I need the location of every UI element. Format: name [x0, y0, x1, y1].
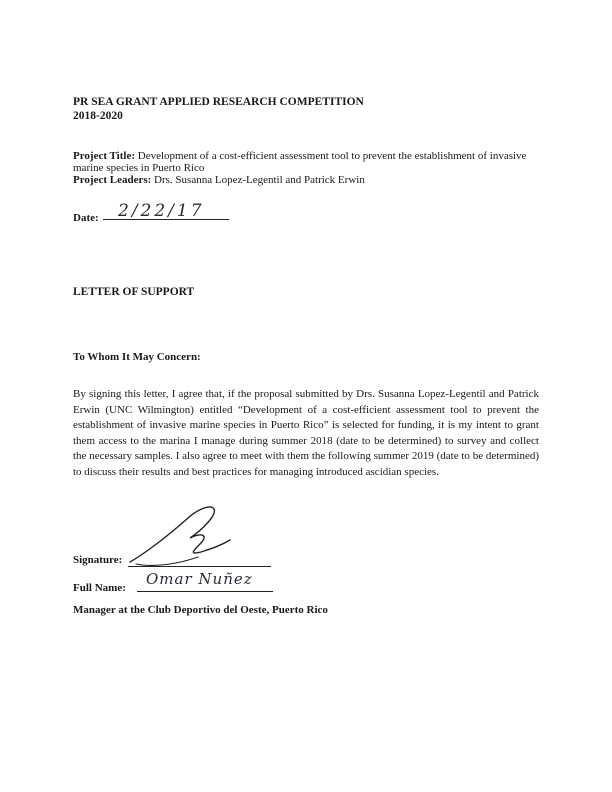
letter-heading: LETTER OF SUPPORT — [73, 286, 195, 298]
project-leaders-value: Drs. Susanna Lopez-Legentil and Patrick Erwin — [154, 174, 365, 186]
competition-title: PR SEA GRANT APPLIED RESEARCH COMPETITION — [73, 96, 364, 108]
full-name-label: Full Name: — [73, 582, 126, 594]
letter-body: By signing this letter, I agree that, if the proposal submitted by Drs. Susanna Lopez-Legentil and Patrick Erwin (UNC Wilmington) entitled “Development of a cost-efficient assessment tool to prevent the establishment of invasive marine species in Puerto Rico” is selected for funding, it is my intent to grant them access to the marina I manage during summer 2018 (date to be determined) to survey and collect the necessary samples. I also agree to meet with them the following summer 2019 (date to be determined) to discuss their results and best practices for managing introduced ascidian species. — [73, 388, 539, 478]
project-leaders-line — [73, 174, 543, 186]
manager-title: Manager at the Club Deportivo del Oeste, Puerto Rico — [73, 604, 328, 616]
full-name-underline — [137, 591, 273, 592]
date-handwritten: 2/22/17 — [118, 201, 205, 221]
full-name-handwritten: Omar Nuñez — [146, 570, 253, 588]
project-title-label: Project Title: — [73, 150, 136, 162]
competition-years: 2018-2020 — [73, 110, 123, 122]
handwritten-signature — [126, 500, 236, 572]
salutation: To Whom It May Concern: — [73, 351, 201, 363]
project-info — [73, 150, 543, 186]
signature-label: Signature: — [73, 554, 123, 566]
project-title-line — [73, 150, 543, 174]
project-title-value: Development of a cost-efficient assessment tool to prevent the establishment of invasive marine species in Puerto Rico — [73, 150, 527, 174]
project-leaders-label: Project Leaders: — [73, 174, 152, 186]
competition-heading — [73, 95, 364, 123]
date-label: Date: — [73, 212, 99, 224]
